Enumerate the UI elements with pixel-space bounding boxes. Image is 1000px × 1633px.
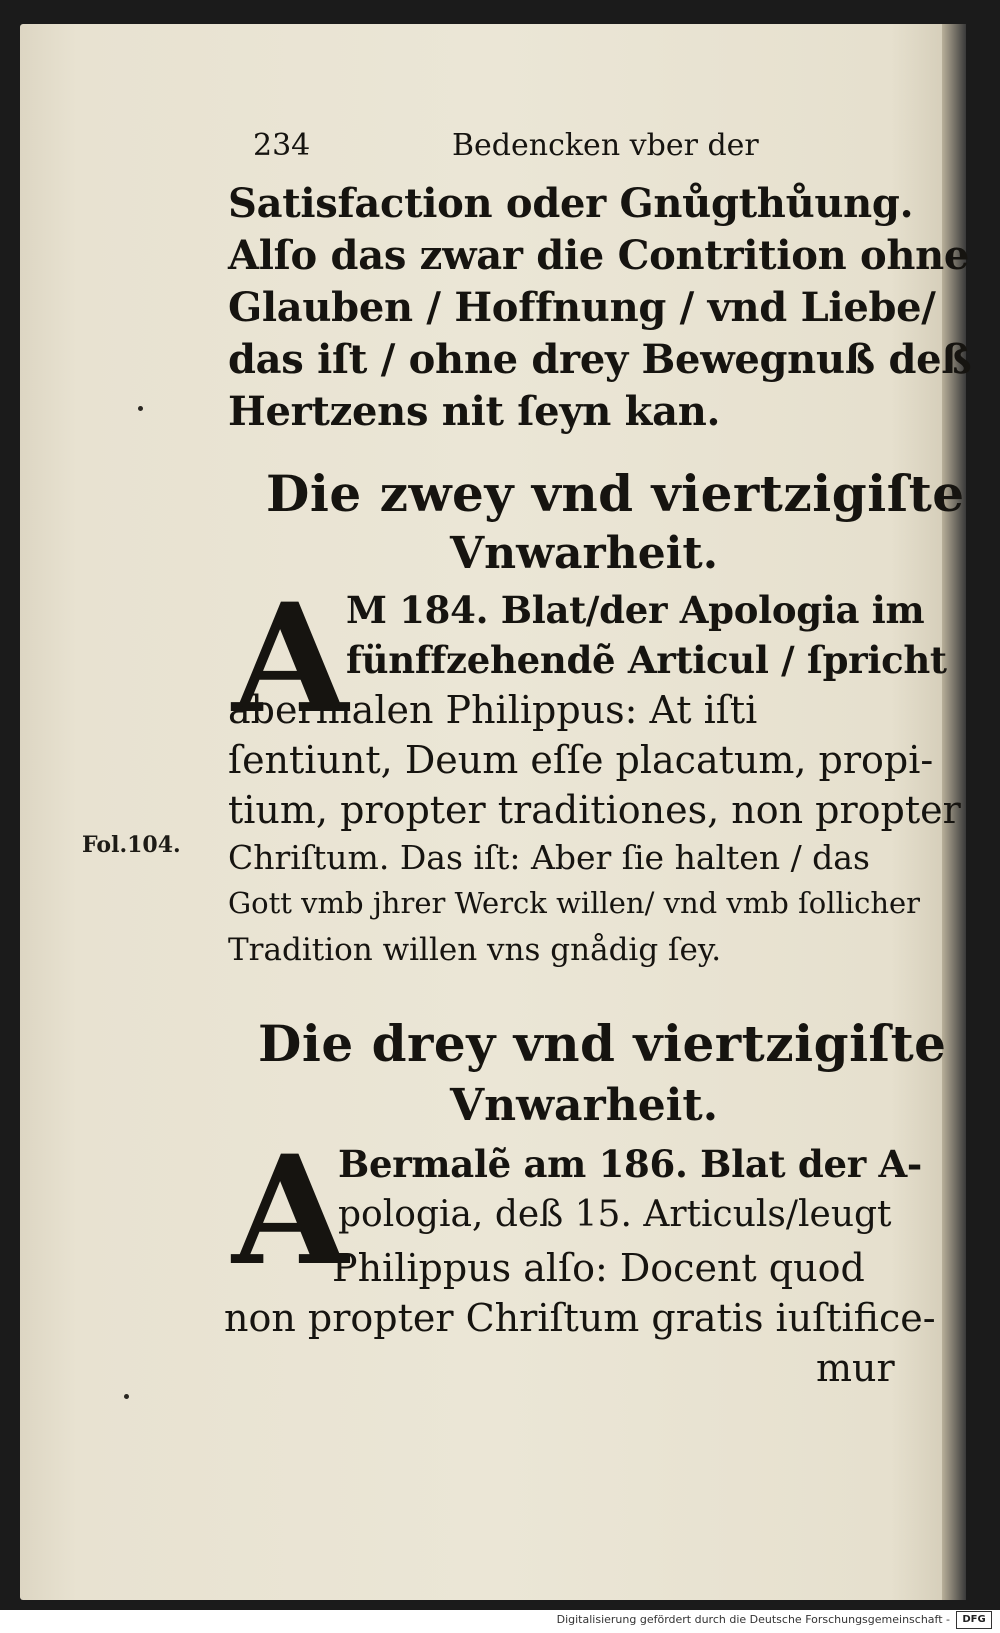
text-line: non propter Chriſtum gratis iuſtifice- <box>224 1296 936 1340</box>
text-line: abermalen Philippus: At iſti <box>228 688 758 732</box>
text-line: mur <box>816 1346 895 1390</box>
text-line: Chriſtum. Das iſt: Aber ſie halten / das <box>228 838 870 877</box>
text-line: das iſt / ohne drey Bewegnuß deß <box>228 336 972 383</box>
text-line: ſentiunt, Deum eſſe placatum, propi- <box>228 738 934 782</box>
text-line: fünffzehendẽ Articul / ſpricht <box>346 638 947 682</box>
running-head: Bedencken vber der <box>452 128 759 163</box>
book-page <box>20 24 972 1600</box>
drop-capital: A <box>232 571 349 747</box>
text-line: Tradition willen vns gnådig ſey. <box>228 932 722 968</box>
text-line: pologia, deß 15. Articuls/leugt <box>338 1194 892 1235</box>
section-subheading: Vnwarheit. <box>450 528 719 579</box>
text-line: Gott vmb jhrer Werck willen/ vnd vmb ſollicher <box>228 886 921 920</box>
text-line: Glauben / Hoffnung / vnd Liebe/ <box>228 284 936 331</box>
text-line: tium, propter traditiones, non propter <box>228 788 961 832</box>
section-subheading: Vnwarheit. <box>450 1080 719 1131</box>
text-line: M 184. Blat/der Apologia im <box>346 588 925 632</box>
margin-note: Fol.104. <box>82 832 181 858</box>
ink-dot <box>138 406 143 411</box>
text-line: Bermalẽ am 186. Blat der A- <box>338 1142 922 1186</box>
ink-dot <box>124 1394 129 1399</box>
section-heading: Die zwey vnd viertzigiſte <box>266 464 965 523</box>
drop-capital: A <box>232 1123 349 1299</box>
text-line: Philippus alſo: Docent quod <box>332 1246 865 1290</box>
text-line: Satisfaction oder Gnůgthůung. <box>228 180 914 227</box>
digitization-credit: Digitalisierung gefördert durch die Deutsche Forschungsgemeinschaft - <box>556 1613 950 1626</box>
section-heading: Die drey vnd viertzigiſte <box>258 1014 947 1073</box>
text-line: Hertzens nit ſeyn kan. <box>228 388 721 435</box>
dfg-logo: DFG <box>956 1611 992 1629</box>
page-number: 234 <box>253 128 311 163</box>
text-line: Alſo das zwar die Contrition ohne <box>228 232 970 279</box>
